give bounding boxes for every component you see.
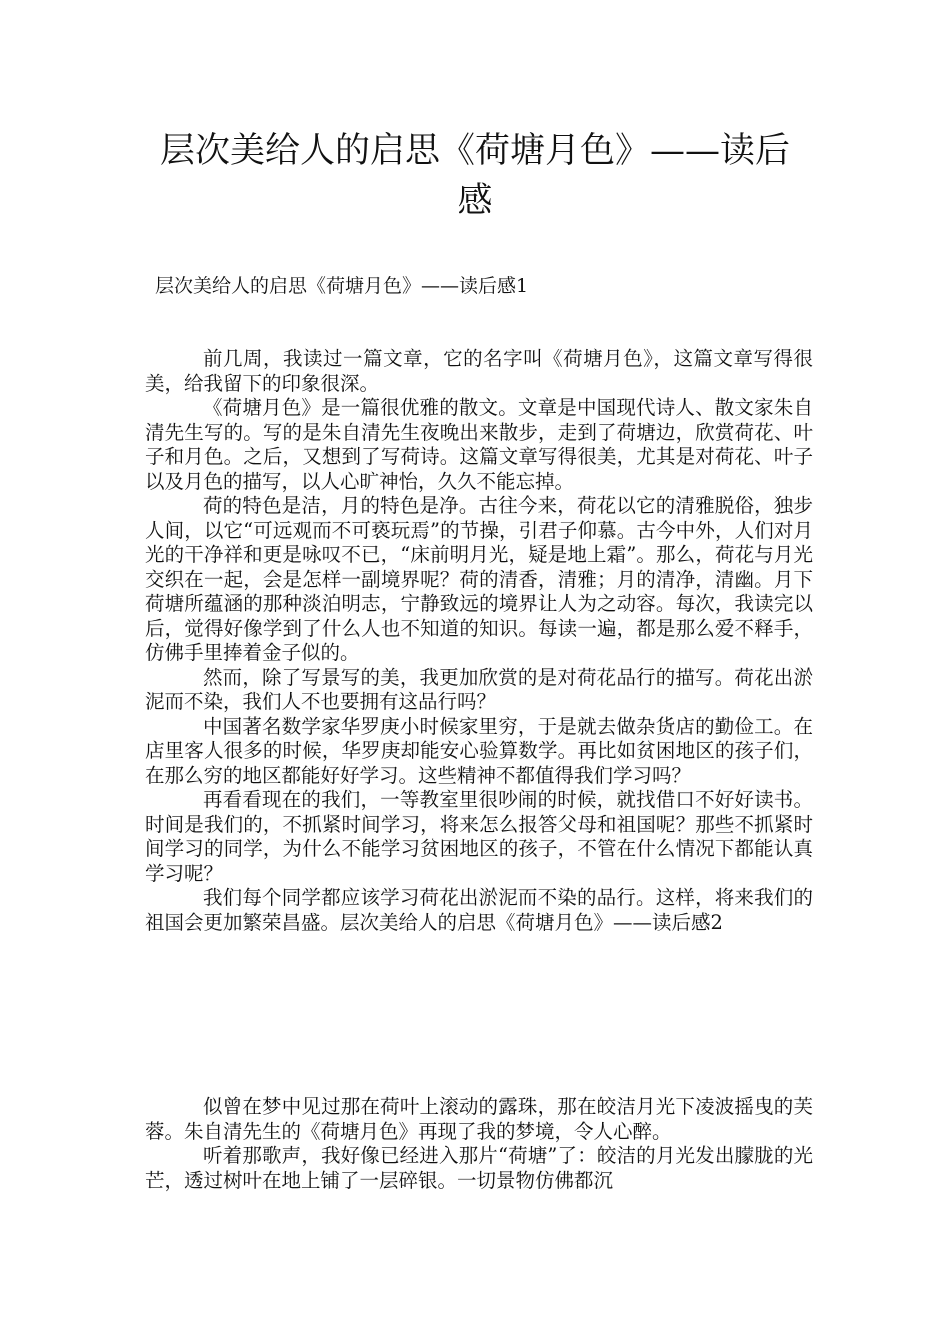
- paragraph: 听着那歌声，我好像已经进入那片“荷塘”了：皎洁的月光发出朦胧的光芒，透过树叶在地上铺了一层碎银。一切景物仿佛都沉: [145, 1144, 813, 1192]
- paragraph: 似曾在梦中见过那在荷叶上滚动的露珠，那在皎洁月光下凌波摇曳的芙蓉。朱自清先生的《荷塘月色》再现了我的梦境，令人心醉。: [145, 1095, 813, 1143]
- section-1-body: [145, 347, 813, 935]
- paragraph: 《荷塘月色》是一篇很优雅的散文。文章是中国现代诗人、散文家朱自清先生写的。写的是朱自清先生夜晚出来散步，走到了荷塘边，欣赏荷花、叶子和月色。之后，又想到了写荷诗。这篇文章写得很美，尤其是对荷花、叶子以及月色的描写，以人心旷神怡，久久不能忘掉。: [145, 396, 813, 493]
- paragraph: 前几周，我读过一篇文章，它的名字叫《荷塘月色》，这篇文章写得很美，给我留下的印象很深。: [145, 347, 813, 395]
- section-heading-1: 层次美给人的启思《荷塘月色》——读后感1: [155, 275, 529, 297]
- document-title: 层次美给人的启思《荷塘月色》——读后感: [159, 131, 790, 221]
- paragraph: 我们每个同学都应该学习荷花出淤泥而不染的品行。这样，将来我们的祖国会更加繁荣昌盛。层次美给人的启思《荷塘月色》——读后感2: [145, 886, 813, 934]
- paragraph: 然而，除了写景写的美，我更加欣赏的是对荷花品行的描写。荷花出淤泥而不染，我们人不也要拥有这品行吗？: [145, 665, 813, 713]
- section-2-body: [145, 1095, 813, 1193]
- paragraph: 荷的特色是洁，月的特色是净。古往今来，荷花以它的清雅脱俗，独步人间，以它“可远观而不可亵玩焉”的节操，引君子仰慕。古今中外，人们对月光的干净祥和更是咏叹不已，“床前明月光，疑是地上霜”。那么，荷花与月光交织在一起，会是怎样一副境界呢？荷的清香，清雅；月的清净，清幽。月下荷塘所蕴涵的那种淡泊明志，宁静致远的境界让人为之动容。每次，我读完以后，觉得好像学到了什么人也不知道的知识。每读一遍，都是那么爱不释手，仿佛手里捧着金子似的。: [145, 494, 813, 664]
- paragraph: 中国著名数学家华罗庚小时候家里穷，于是就去做杂货店的勤俭工。在店里客人很多的时候，华罗庚却能安心验算数学。再比如贫困地区的孩子们，在那么穷的地区都能好好学习。这些精神不都值得我们学习吗？: [145, 714, 813, 787]
- paragraph: 再看看现在的我们，一等教室里很吵闹的时候，就找借口不好好读书。时间是我们的，不抓紧时间学习，将来怎么报答父母和祖国呢？那些不抓紧时间学习的同学，为什么不能学习贫困地区的孩子，不管在什么情况下都能认真学习呢？: [145, 788, 813, 885]
